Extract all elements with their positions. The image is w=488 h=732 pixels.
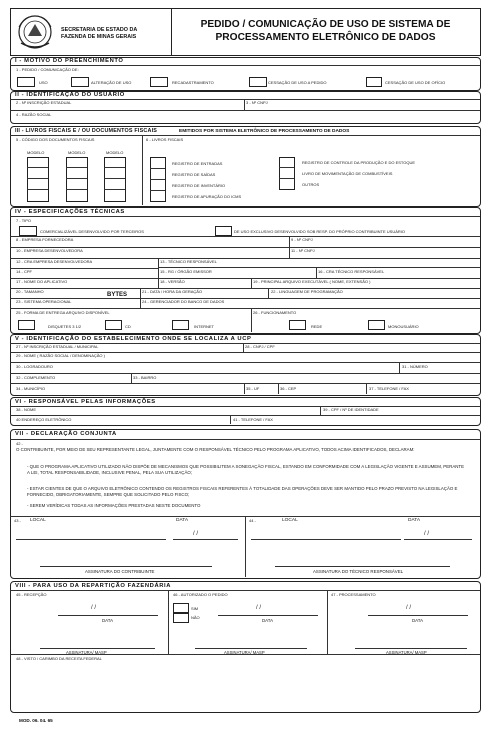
label-cessacao-pedido: CESSAÇÃO DE USO A PEDIDO [268,80,327,85]
field-label-numero: 31 - NÚMERO [402,364,428,369]
field-label-cra-tecnico: 16 - CRA TÉCNICO RESPONSÁVEL [318,269,385,274]
field-label-municipio: 34 - MUNICÍPIO [16,386,46,391]
field-label-telefone-responsavel: 41 - TELEFONE / FAX [233,417,273,422]
livros-checkbox-column-right[interactable] [279,157,295,190]
signature-label-tecnico: ASSINATURA DO TÉCNICO RESPONSÁVEL [313,569,404,574]
label-monousuario: MONOUSUÁRIO [388,324,419,329]
section-subtitle-livros: EMITIDOS POR SISTEMA ELETRÔNICO DE PROCESSAMENTO DE DADOS [179,129,350,134]
label-nao: NÃO [191,615,200,620]
label-cessacao-oficio: CESSAÇÃO DE USO DE OFÍCIO [385,80,446,85]
field-label-nome-responsavel: 38 - NOME [16,407,37,412]
field-label-recepcao: 45 - RECEPÇÃO [16,592,47,597]
section-title-estabelecimento: V - IDENTIFICAÇÃO DO ESTABELECIMENTO ONDE SE LOCALIZA A UCP [15,336,252,342]
field-label-declaracao: 42 - [16,441,23,446]
section-title-responsavel: VI - RESPONSÁVEL PELAS INFORMAÇÕES [15,399,156,405]
field-label-bairro: 33 - BAIRRO [133,375,157,380]
field-label-pedido: 1 - PEDIDO / COMUNICAÇÃO DE: [16,67,79,72]
field-label-funcionamento: 26 - FUNCIONAMENTO [253,310,297,315]
section-title-livros: III - LIVROS FISCAIS E / OU DOCUMENTOS FISCAIS [15,128,158,134]
local-label-contribuinte: LOCAL [30,518,46,523]
declaracao-paragrafo-3: - ESTAR CIENTES DE QUE O ARQUIVO ELETRÔNICO CONTENDO OS REGISTROS FISCAIS REFERENTES À TOTALIDADE DAS OPERAÇÕES DEVE SER MANTIDO PELO PRAZO PREVISTO NA LEGISLAÇÃO E FORNECIDO, OBRIGATORIAMENTE, SEMPRE QUE SOLICITADO PELO FISCO; [27,486,458,497]
data-label-processamento: DATA [412,618,424,623]
secretaria-name [61,27,137,41]
date-slashes-tecnico: / / [424,531,430,537]
checkbox-rede[interactable] [289,320,306,330]
secretaria-line-1: SECRETARIA DE ESTADO DA [61,27,138,33]
modelo-grid-2[interactable] [66,157,88,202]
field-label-gerenciador-bd: 24 - GERENCIADOR DO BANCO DE DADOS [142,299,225,304]
data-label-autorizado: DATA [262,618,274,623]
field-label-cpf: 14 - CPF [16,269,33,274]
declaracao-paragrafo-2: - QUE O PROGRAMA APLICATIVO UTILIZADO NÃO DISPÕE DE MECANISMOS QUE POSSIBILITEM A SONEGAÇÃO FISCAL, ESTANDO EM CONFORMIDADE COM A LEGISLAÇÃO VIGENTE E ASSUMEM, PERANTE A LEI, TOTAL RESPONSABILIDADE, INCLUSIVE PENAL, PELA SUA UTILIZAÇÃO; [27,464,465,475]
checkbox-cd[interactable] [105,320,122,330]
field-label-nome-ucp: 29 - NOME ( RAZÃO SOCIAL / DENOMINAÇÃO ) [16,353,105,358]
field-label-cnpj-desenvolvedora: 11 - Nº CNPJ [291,248,315,253]
field-label-arquivo-executavel: 19 - PRINCIPAL ARQUIVO EXECUTÁVEL ( NOME, EXTENSÃO ) [253,279,371,284]
label-rede: REDE [311,324,323,329]
checkbox-disquetes[interactable] [18,320,35,330]
modelo-grid-1[interactable] [27,157,49,202]
field-label-empresa-fornecedora: 8 - EMPRESA FORNECEDORA [16,237,74,242]
local-label-tecnico: LOCAL [282,518,298,523]
header [10,8,481,56]
field-label-endereco-eletronico: 40 ENDEREÇO ELETRÔNICO [16,417,72,422]
form-title-line-2: PROCESSAMENTO ELETRÔNICO DE DADOS [215,32,436,43]
field-label-local-data-tecnico: 44 - [249,518,256,523]
field-label-forma-entrega: 25 - FORMA DE ENTREGA ARQUIVO DISPONÍVEL [16,310,110,315]
field-label-uf: 35 - UF [246,386,260,391]
checkbox-recadastramento[interactable] [150,77,168,87]
field-label-razao-social: 4 - RAZÃO SOCIAL [16,112,52,117]
livro-movimentacao-combustiveis: LIVRO DE MOVIMENTAÇÃO DE COMBUSTÍVEIS [302,171,393,176]
checkbox-nao[interactable] [173,613,189,623]
field-label-cnpj: 3 - Nº CNPJ [246,100,268,105]
label-recadastramento: RECADASTRAMENTO [172,80,214,85]
field-label-sistema-operacional: 23 - SISTEMA OPERACIONAL [16,299,72,304]
date-slashes-autorizado: / / [256,605,262,611]
masp-label-autorizado: ASSINATURA/ MASP [224,650,265,655]
livro-outros: OUTROS [302,182,320,187]
field-label-rg: 15 - RG / ÓRGÃO EMISSOR [160,269,212,274]
field-label-cnpj-cpf-ucp: 28 - CNPJ / CPF [245,344,275,349]
field-label-cpf-identidade: 39 - CPF / Nº DE IDENTIDADE [323,407,379,412]
label-internet: INTERNET [194,324,214,329]
checkbox-internet[interactable] [172,320,189,330]
masp-label-recepcao: ASSINATURA/ MASP [66,650,107,655]
livro-registro-saidas: REGISTRO DE SAÍDAS [172,172,216,177]
date-slashes-processamento: / / [406,605,412,611]
checkbox-tipo-comercializavel[interactable] [19,226,37,236]
checkbox-tipo-exclusivo[interactable] [215,226,232,236]
declaracao-paragrafo-1: O CONTRIBUINTE, POR MEIO DE SEU REPRESENTANTE LEGAL, JUNTAMENTE COM O RESPONSÁVEL TÉCNICO PELO PROGRAMA APLICATIVO, TODOS ACIMA IDENTIFICADOS, DECLARAM: [16,447,415,452]
declaracao-paragrafo-4: - SEREM VERÍDICAS TODAS AS INFORMAÇÕES PRESTADAS NESTE DOCUMENTO [27,503,201,508]
date-slashes-contribuinte: / / [193,531,199,537]
livro-registro-inventario: REGISTRO DE INVENTÁRIO [172,183,226,188]
field-label-visto-receita: 48 - VISTO / CARIMBO DA RECEITA FEDERAL [16,656,102,661]
form-title [173,18,478,44]
field-label-local-data-contribuinte: 43 - [14,518,21,523]
checkbox-alteracao-uso[interactable] [71,77,89,87]
signature-label-contribuinte: ASSINATURA DO CONTRIBUINTE [85,569,155,574]
field-label-linguagem: 22 - LINGUAGEM DE PROGRAMAÇÃO [271,289,343,294]
field-label-cra-empresa: 12 - CRA EMPRESA DESENVOLVEDORA [16,259,93,264]
section-title-motivo: I - MOTIVO DO PREENCHIMENTO [15,58,124,64]
field-label-complemento: 32 - COMPLEMENTO [16,375,56,380]
field-label-telefone-ucp: 37 - TELEFONE / FAX [369,386,409,391]
label-tipo-comercializavel: COMERCIALIZÁVEL DESENVOLVIDO POR TERCEIROS [40,229,144,234]
form-model-code: MOD. 06. 04. 65 [19,718,53,723]
field-label-codigo-documentos: 5 - CÓDIGO DOS DOCUMENTOS FISCAIS [16,137,95,142]
modelo-label-1: MODELO [27,150,45,155]
field-label-nome-aplicativo: 17 - NOME DO APLICATIVO [16,279,68,284]
secretaria-line-2: FAZENDA DE MINAS GERAIS [61,34,137,40]
modelo-label-2: MODELO [68,150,86,155]
field-label-versao: 18 - VERSÃO [160,279,185,284]
field-label-tamanho: 20 - TAMANHO [16,289,44,294]
state-coat-of-arms-icon [15,13,55,51]
field-label-cnpj-fornecedora: 9 - Nº CNPJ [291,237,313,242]
field-label-cep: 36 - CEP [280,386,297,391]
field-label-inscricao: 2 - Nº INSCRIÇÃO ESTADUAL [16,100,72,105]
form-title-line-1: PEDIDO / COMUNICAÇÃO DE USO DE SISTEMA DE [200,19,451,30]
data-label-tecnico: DATA [408,518,421,523]
date-slashes-recepcao: / / [91,605,97,611]
field-label-tecnico-responsavel: 13 - TÉCNICO RESPONSÁVEL [160,259,217,264]
section-title-reparticao: VIII - PARA USO DA REPARTIÇÃO FAZENDÁRIA [15,583,172,589]
data-label-contribuinte: DATA [176,518,189,523]
section-title-declaracao: VII - DECLARAÇÃO CONJUNTA [15,431,117,437]
checkbox-uso[interactable] [17,77,35,87]
modelo-label-3: MODELO [106,150,124,155]
checkbox-cessacao-oficio[interactable] [366,77,382,87]
field-label-tipo: 7 - TIPO [16,218,32,223]
data-label-recepcao: DATA [102,618,114,623]
masp-label-processamento: ASSINATURA/ MASP [386,650,427,655]
field-label-inscricao-ucp: 27 - Nº INSCRIÇÃO ESTADUAL / MUNICIPAL [16,344,99,349]
checkbox-monousuario[interactable] [368,320,385,330]
field-label-empresa-desenvolvedora: 10 - EMPRESA DESENVOLVEDORA [16,248,83,253]
checkbox-sim[interactable] [173,603,189,613]
field-label-data-hora-geracao: 21 - DATA / HORA DA GERAÇÃO [142,289,203,294]
livro-registro-entradas: REGISTRO DE ENTRADAS [172,161,223,166]
label-alteracao-uso: ALTERAÇÃO DE USO [91,80,132,85]
field-label-livros-fiscais: 6 - LIVROS FISCAIS [146,137,184,142]
checkbox-cessacao-pedido[interactable] [249,77,267,87]
unit-bytes: BYTES [107,292,128,298]
section-title-especificacoes: IV - ESPECIFICAÇÕES TÉCNICAS [15,209,125,215]
livro-registro-apuracao: REGISTRO DE APURAÇÃO DO ICMS [172,194,242,199]
label-disquetes: DISQUETES 3 1/2 [48,324,82,329]
section-reparticao [10,581,481,713]
livro-controle-producao: REGISTRO DE CONTROLE DA PRODUÇÃO E DO ESTOQUE [302,160,416,165]
label-sim: SIM [191,606,199,611]
label-uso: USO [39,80,48,85]
field-label-processamento: 47 - PROCESSAMENTO [331,592,376,597]
field-label-autorizado: 46 - AUTORIZADO O PEDIDO [173,592,228,597]
section-title-usuario: II - IDENTIFICAÇÃO DO USUÁRIO [15,92,125,98]
field-label-logradouro: 30 - LOGRADOURO [16,364,53,369]
label-cd: CD [125,324,131,329]
label-tipo-exclusivo: DE USO EXCLUSIVO DESENVOLVIDO SOB RESP. DO PRÓPRIO CONTRIBUINTE USUÁRIO [234,229,405,234]
modelo-grid-3[interactable] [104,157,126,202]
